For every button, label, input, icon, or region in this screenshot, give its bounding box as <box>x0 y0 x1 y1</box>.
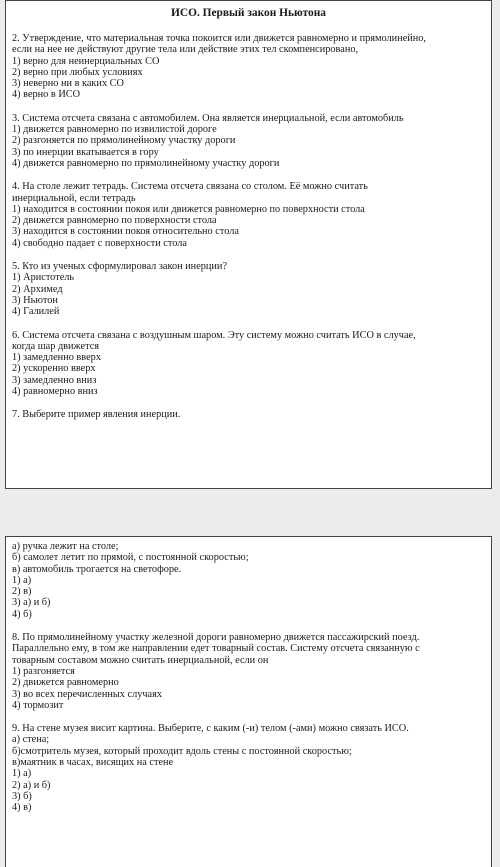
question-line: б)смотритель музея, который проходит вдоль стены с постоянной скоростью; <box>12 745 352 757</box>
question-block <box>12 330 485 398</box>
question-line: 3) неверно ни в каких СО <box>12 78 124 90</box>
question-line: если на нее не действуют другие тела или действие этих тел скомпенсировано, <box>12 44 359 56</box>
worksheet-page-2 <box>5 536 492 867</box>
worksheet-title: ИСО. Первый закон Ньютона <box>171 7 326 19</box>
question-line: 2) разгоняется по прямолинейному участку дороги <box>12 135 236 147</box>
question-line: 4) равномерно вниз <box>12 386 98 398</box>
question-line: Параллельно ему, в том же направлении едет товарный состав. Систему отсчета связанную с <box>12 643 420 655</box>
question-line: 1) а) <box>12 574 32 586</box>
question-line: 2) а) и б) <box>12 779 51 791</box>
question-list <box>12 33 485 421</box>
question-block <box>12 723 485 813</box>
question-line: в) автомобиль трогается на светофоре. <box>12 563 182 575</box>
question-line: 3) б) <box>12 790 32 802</box>
question-line: 2) движется равномерно по поверхности стола <box>12 215 217 227</box>
question-block <box>12 181 485 249</box>
question-line: 1) движется равномерно по извилистой дороге <box>12 124 217 136</box>
question-list <box>12 541 485 814</box>
question-line: 1) разгоняется <box>12 665 75 677</box>
question-line: 1) а) <box>12 768 32 780</box>
question-block <box>12 632 485 711</box>
question-line: в)маятник в часах, висящих на стене <box>12 757 174 769</box>
question-line: 2) движется равномерно <box>12 677 119 689</box>
question-block <box>12 113 485 169</box>
question-line: 4) верно в ИСО <box>12 89 81 101</box>
question-line: 1) Аристотель <box>12 272 75 284</box>
question-line: товарным составом можно считать инерциальной, если он <box>12 654 269 666</box>
question-text: 6. Система отсчета связана с воздушным шаром. Эту систему можно считать ИСО в случае, <box>12 329 416 341</box>
question-line: 3) по инерции вкатывается в гору <box>12 146 159 158</box>
question-block <box>12 409 485 420</box>
question-block <box>12 261 485 317</box>
question-line: 4) в) <box>12 802 32 814</box>
question-line: 1) верно для неинерциальных СО <box>12 55 160 67</box>
question-line: 3) замедленно вниз <box>12 374 97 386</box>
question-line: 2) в) <box>12 586 32 598</box>
question-text: 4. На столе лежит тетрадь. Система отсчета связана со столом. Её можно считать <box>12 181 368 193</box>
question-line: когда шар движется <box>12 340 100 352</box>
question-text: 3. Система отсчета связана с автомобилем. Она является инерциальной, если автомобиль <box>12 112 404 124</box>
question-line: 4) тормозит <box>12 699 64 711</box>
question-line: 2) верно при любых условиях <box>12 66 143 78</box>
question-line: 3) а) и б) <box>12 597 51 609</box>
question-line: а) стена; <box>12 734 50 746</box>
worksheet-page-1 <box>5 0 492 489</box>
question-line: 2) Архимед <box>12 283 63 295</box>
question-line: б) самолет летит по прямой, с постоянной скоростью; <box>12 552 249 564</box>
question-line: 3) находится в состоянии покоя относительно стола <box>12 226 239 238</box>
question-line: 2) ускоренно вверх <box>12 363 96 375</box>
question-text: а) ручка лежит на столе; <box>12 541 119 552</box>
question-text: 7. Выберите пример явления инерции. <box>12 409 181 421</box>
question-line: 3) во всех перечисленных случаях <box>12 688 162 700</box>
question-line: 4) б) <box>12 608 32 620</box>
question-line: 4) Галилей <box>12 306 60 318</box>
question-line: 3) Ньютон <box>12 294 58 306</box>
question-text: 2. Утверждение, что материальная точка покоится или движется равномерно и прямолинейно, <box>12 33 427 44</box>
question-text: 9. На стене музея висит картина. Выберите, с каким (-и) телом (-ами) можно связать ИСО. <box>12 723 409 735</box>
question-line: 1) замедленно вверх <box>12 352 101 364</box>
question-block <box>12 33 485 101</box>
question-text: 8. По прямолинейному участку железной дороги равномерно движется пассажирский поезд. <box>12 632 420 644</box>
question-line: инерциальной, если тетрадь <box>12 192 136 204</box>
question-block <box>12 541 485 620</box>
question-line: 4) движется равномерно по прямолинейному участку дороги <box>12 157 280 169</box>
question-text: 5. Кто из ученых сформулировал закон инерции? <box>12 261 228 273</box>
question-line: 4) свободно падает с поверхности стола <box>12 237 187 249</box>
question-line: 1) находится в состоянии покоя или движется равномерно по поверхности стола <box>12 203 365 215</box>
